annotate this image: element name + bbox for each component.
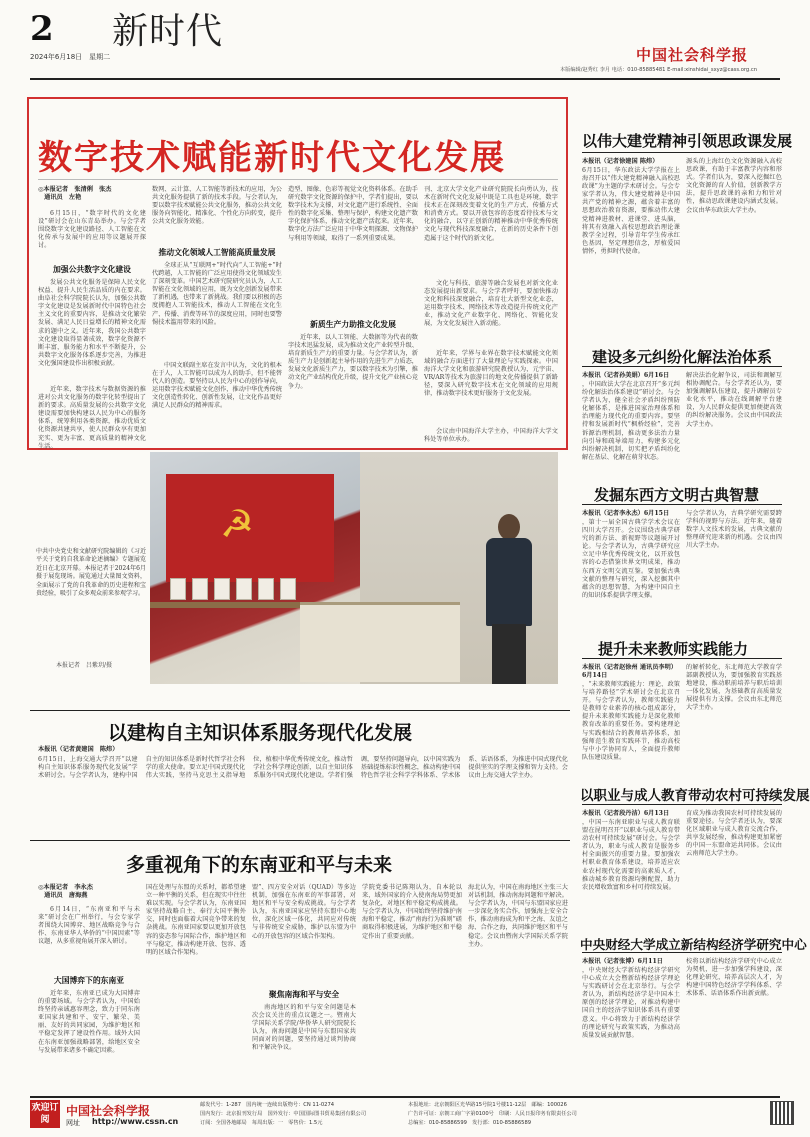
footer-logo: 中国社会科学报	[66, 1104, 151, 1118]
article-byline: ◎本报记者 李永杰 通讯员 唐海燕	[38, 884, 93, 899]
footer-info: 本报地址：北京朝阳区光华路15号院1号楼11-12层 邮编：100026	[408, 1102, 567, 1108]
footer-info: 邮发代号：1-287 国内统一连续出版物号：CN 11-0274	[200, 1102, 335, 1108]
article-headline[interactable]: 发掘东西方文明古典智慧	[594, 486, 760, 504]
article-headline[interactable]: 以建构自主知识体系服务现代化发展	[108, 722, 413, 744]
article-headline[interactable]: 以伟大建党精神引领思政课发展	[582, 132, 793, 150]
lead-subheading: 加强公共数字文化建设	[53, 265, 131, 274]
article-body: 的解析转化，东北师范大学教育学部副教授认为，要加强教育实践基地建设，推动职前培养与职后培训一体化发展，为基础教育高质量发展提供有力支撑。会议由东北师范大学主办。	[686, 664, 782, 712]
lead-paragraph: 数网、云计算、人工智能等新技术的应用，为公共文化服务提供了新的技术手段。与会者认为，要以数字技术赋能公共文化服务，推动公共文化服务向智能化、精准化、个性化方向转变，提升公共文化服务效能。	[152, 186, 282, 226]
lead-paragraph: 6月15日，“数字时代的文化建设”研讨会在山东青岛举办。与会学者围绕数字文化建设路径、人工智能在文化传承与发展中的应用等议题展开探讨。	[38, 210, 146, 250]
article-body: 海北认为，中国在南海地区主张三大对话机制，推动南海问题和平解决。与会学者认为，中国与东盟国家应进一步深化务实合作，加强海上安全合作，推动南海成为和平之海、友谊之海、合作之海，共同维护地区和平与稳定。会议由暨南大学国际关系学院主办。	[468, 884, 568, 948]
article-body: 源头的上海红色文化资源融入高校思政课，有助于丰富教学内容和形式。学者们认为，要深入挖掘红色文化资源的育人价值，创新教学方法，提升思政课的亲和力和针对性，推动思政课建设内涵式发展。会议由华东政法大学主办。	[686, 158, 782, 214]
section-rule	[30, 710, 570, 711]
footer-site-label: 网址	[66, 1119, 80, 1127]
paper-logo: 中国社会科学报	[636, 46, 749, 64]
emblem-icon: ☭	[220, 502, 255, 546]
article-body: ，“未来教师实践能力：理论、政策与培养路径”学术研讨会在北京召开。与会学者认为，教师实践能力是教师专业素养的核心组成部分，提升未来教师实践能力是深化教师教育改革的重要任务。要构建理论与实践相结合的教师培养体系，加强师范生教育实践环节，推动高校与中小学协同育人，全面提升教师队伍建设质量。	[582, 681, 680, 761]
qr-code-icon	[770, 1101, 794, 1125]
lead-paragraph: 近年来，以人工智能、大数据等为代表的数字技术迅猛发展，成为推动文化产业转型升级、培育新质生产力的重要力量。与会学者认为，新质生产力是创新起主导作用的先进生产力质态，发展文化新质生产力，要以数字技术为引擎，推动文化产业结构优化升级，提升文化产业核心竞争力。	[288, 334, 418, 390]
lead-subheading: 推动文化领域人工智能高质量发展	[158, 248, 276, 257]
article-subheading: 大国博弈下的东南亚	[53, 976, 125, 985]
lead-divider	[38, 179, 558, 180]
article-headline[interactable]: 建设多元纠纷化解法治体系	[592, 348, 773, 366]
masthead-rule	[30, 78, 780, 80]
footer-info: 广告许可证：京朝工商广字第0100号 印刷：人民日报印务有限责任公司	[408, 1111, 577, 1117]
section-rule	[582, 804, 782, 805]
lead-subheading: 新质生产力助推文化发展	[310, 320, 396, 329]
party-emblem-board	[166, 474, 334, 582]
article-headline[interactable]: 中央财经大学成立新结构经济学研究中心	[580, 937, 807, 952]
book-display	[258, 578, 274, 600]
subscribe-badge[interactable]: 欢迎订阅	[30, 1100, 60, 1128]
article-body: 盟”、四方安全对话（QUAD）等多边机制，加强在东南亚的军事部署，对地区和平与安全构成挑战。与会学者认为，东南亚国家应坚持东盟中心地位，深化区域一体化，共同应对传统与非传统安全威胁，维护以东盟为中心的开放包容的区域合作架构。	[252, 884, 356, 940]
section-rule	[582, 366, 782, 367]
lead-paragraph: 中国文联副主席在发言中认为，文化的根本在于人，人工智能可以成为人的助手，但不能替代人的创造。要坚持以人民为中心的创作导向，运用数字技术赋能文化创作，推动中华优秀传统文化创造性转化、创新性发展，让文化作品更好满足人民群众的精神需求。	[152, 362, 282, 410]
lead-paragraph: 文化与科技、旅游等融合发展也对新文化业态发展提出新要求。与会学者呼吁，要加快推动文化和科技深度融合，培育壮大新型文化业态，运用数字技术、网络技术等改造提升传统文化产业，推动文化产业数字化、网络化、智能化发展，为文化发展注入新动能。	[424, 280, 558, 328]
photo-caption: 中共中央党史和文献研究院编辑的《习近平关于党的自我革命论述摘编》专题展览近日在北京开幕。本报记者于2024年6月摄于展览现场。展览通过大量图文资料，全面展示了党的自我革命的历史进程和宝贵经验，吸引了众多观众前来参观学习。	[36, 548, 146, 598]
article-body: 育成为推动我国农村可持续发展的重要途径。与会学者还认为，要深化区域职业与成人教育交流合作，共享发展经验，推动构建更加紧密的中国一东盟命运共同体。会议由云南师范大学主办。	[686, 810, 782, 858]
lead-paragraph: 刊、北京大学文化产业研究院院长向勇认为，技术在新时代文化发展中既是工具也是环境，数字技术正在深刻改变着文化的生产方式、传播方式和消费方式。要以开放包容的态度看待技术与文化的融合，以守正创新的精神推动中华优秀传统文化与现代科技深度融合，在新的历史条件下创造属于这个时代的新文化。	[424, 186, 558, 242]
lead-paragraph: 发展公共文化服务是保障人民文化权益、提升人民生活品质的内在要求。曲阜社会科学院院长认为，加强公共数字文化建设是发展新时代中国特色社会主义文化的重要内容，是推动文化繁荣发展、满足人民日益增长的精神文化需求的题中之义。近年来，我国公共数字文化建设取得显著成效，数字化资源不断丰富，服务能力和水平不断提升，公共数字文化服务体系逐步完善，为推进文化强国建设作出积极贡献。	[38, 279, 146, 367]
article-body: 学院党委书记陈翔认为，自本轮以来，域外国家的介入使南海局势更加复杂化，对地区和平稳定构成挑战。与会学者认为，中国始终坚持维护南海和平稳定，推动“南海行为准则”磋商取得积极进展，为维护地区和平稳定作出了重要贡献。	[362, 884, 462, 940]
page-number: 2	[30, 9, 54, 49]
article-body: ，中国一东南亚职业与成人教育联盟在昆明召开“以职业与成人教育带动农村可持续发展”研讨会。与会学者认为，职业与成人教育是服务乡村全面振兴的重要力量。要加强农村职业教育体系建设，培养适应农业农村现代化需要的高素质人才，推动城乡教育资源均衡配置，助力农民增收致富和乡村可持续发展。	[582, 819, 680, 891]
article-body: 6月15日，华东政法大学学报在上海召开以“伟大建党精神融入高校思政课”为主题的学术研讨会。与会专家学者认为，伟大建党精神是中国共产党的精神之源，蕴含着丰富的思想政治教育资源，要推动伟大建党精神进教材、进课堂、进头脑，将其有效融入高校思想政治理论课教学全过程，引导青年学生传承红色基因，坚定理想信念，厚植爱国情怀，勇担时代使命。	[582, 167, 680, 255]
article-body: 与会学者认为，古典学研究需要跨学科的视野与方法。近年来，随着数字人文技术的发展，古典文献的整理研究迎来新的机遇。会议由四川大学主办。	[686, 510, 782, 550]
article-body: ，中央财经大学新结构经济学研究中心成立大会暨新结构经济学理论与实践研讨会在北京举行。与会学者认为，新结构经济学是中国本土原创的经济学理论，对推动构建中国自主的经济学知识体系具有重要意义。中心将致力于新结构经济学的理论研究与政策实践，为推动高质量发展贡献智慧。	[582, 967, 680, 1039]
article-headline[interactable]: 多重视角下的东南亚和平与未来	[126, 854, 393, 876]
footer-website-link[interactable]: http://www.cssn.cn	[92, 1117, 179, 1126]
article-body: 解决法治化解争议，司法和调解互相协调配合。与会学者还认为，要加强调解队伍建设，提升调解员专业化水平，推动在线调解平台建设，为人民群众提供更加便捷高效的纠纷解决服务。会议由中国政法大学主办。	[686, 372, 782, 428]
article-body: ，中国政法大学在北京召开“多元纠纷化解法治体系建设”研讨会。与会学者认为，健全社会矛盾纠纷预防化解体系，是推进国家治理体系和治理能力现代化的重要内容。要坚持和发展新时代“枫桥经验”，完善诉源治理机制，推动更多法治力量向引导和疏导端用力，构建多元化纠纷解决机制，切实把矛盾纠纷化解在基层、化解在萌芽状态。	[582, 381, 680, 461]
section-title: 新时代	[112, 11, 224, 52]
article-byline: 本报讯（记者孙美娟）6月16日	[582, 372, 670, 379]
article-byline: 本报讯（记者李永杰）6月15日	[582, 510, 670, 517]
section-rule	[30, 840, 570, 841]
article-body: 6月14日，“东南亚和平与未来”研讨会在广州举行，与会专家学者围绕大国博弈、地区战略竞争与合作、东南亚华人华侨的“中国因素”等议题，从多重视角展开深入研讨。	[38, 906, 140, 946]
article-body: 国在处理与东盟的关系时，都希望建立一种平衡的关系，但在现实中往往难以实现。与会学者认为，东南亚国家坚持战略自主、奉行大国平衡外交，同时也面临着大国竞争带来的复杂挑战。东南亚国家要以更加开放包容的姿态参与国际合作，维护地区和平与稳定，推动构建开放、包容、透明的区域合作架构。	[146, 884, 246, 956]
article-body: 近年来，东南亚已成为大国博弈的重要场域。与会学者认为，中国始终坚持亲诚惠容理念，致力于同东南亚国家共建和平、安宁、繁荣、美丽、友好的共同家园，为维护地区和平稳定发挥了建设性作用。域外大国在东南亚加强战略部署，给地区安全与发展带来诸多不确定因素。	[38, 990, 140, 1054]
article-byline: 本报讯（记者黄建国 陈炜）	[38, 746, 119, 753]
article-headline[interactable]: 以职业与成人教育带动农村可持续发展	[580, 788, 810, 804]
book-display	[280, 578, 296, 600]
footer-info: 总编室：010-85886599 发行部：010-85886589	[408, 1120, 532, 1126]
display-table	[300, 602, 460, 682]
article-body: 校将以新结构经济学研究中心成立为契机，进一步加强学科建设，深化理论研究，培养高层次人才，为构建中国特色经济学学科体系、学术体系、话语体系作出新贡献。	[686, 958, 782, 998]
book-display	[236, 578, 252, 600]
visitor-figure	[480, 514, 538, 684]
photo-credit: 本报记者 吕紫玥/摄	[56, 662, 113, 669]
lead-headline[interactable]: 数字技术赋能新时代文化发展	[38, 138, 506, 178]
book-display	[170, 578, 186, 600]
lead-paragraph: 近年来，学界与业界在数字技术赋能文化领域的融合方面进行了大量理论与实践探索。中国海洋大学文化和旅游研究院教授认为，元宇宙、VR/AR等技术为旅游目的地文化传播提供了新路径，要深入研究数字技术在文化领域的应用规律，推动数字技术更好服务于文化发展。	[424, 350, 558, 398]
section-rule	[582, 658, 782, 659]
footer-info: 国内发行：北京报刊发行局 国外发行：中国国际图书贸易集团有限公司	[200, 1111, 367, 1117]
article-body: 6月15日，上海交通大学召开“以建构自主知识体系服务现代化发展”学术研讨会。与会学者认为，建构中国自主的知识体系是新时代哲学社会科学的重大使命。要立足中国式现代化伟大实践，坚持马克思主义指导地位，植根中华优秀传统文化，推动哲学社会科学理论创新，以自主知识体系服务中国式现代化建设。学者们强调，要坚持问题导向，以中国实践为基础提炼标识性概念，推动构建中国特色哲学社会科学学科体系、学术体系、话语体系，为推进中国式现代化提供坚实的学理支撑和智力支持。会议由上海交通大学主办。	[38, 756, 568, 780]
section-rule	[582, 152, 782, 153]
article-byline: 本报讯（记者徐建国 陈炜）	[582, 158, 659, 165]
lead-paragraph: 近年来，数字技术与数据资源的推进对公共文化服务的数字化转型提出了新的要求。高质量发展的公共数字文化建设需要加快构建以人民为中心的服务体系，统筹利用各类资源，推动优质文化资源共建共享，使人民群众享有更加充实、更为丰富、更高质量的精神文化生活。	[38, 386, 146, 450]
article-byline: 本报讯（记者张博）6月11日	[582, 958, 663, 965]
article-body: 南海地区的和平与安全问题是本次会议关注的重点议题之一。暨南大学国际关系学院/华侨华人研究院院长认为，南海问题是中国与东盟国家共同面对的问题，要坚持通过谈判协商和平解决争议。	[252, 1004, 356, 1052]
article-byline: 本报讯（记者赵徐州 通讯员李明）6月14日	[582, 664, 677, 679]
editor-info: 本版编辑/赵秀红 李月 电话：010-85885481 E-mail:xinshidai_sxyz@cass.org.cn	[560, 67, 758, 73]
footer-info: 订阅：全国各地邮局 每周出版：一 零售价：1.5元	[200, 1120, 323, 1126]
issue-date: 2024年6月18日 星期二	[30, 53, 111, 61]
article-headline[interactable]: 提升未来教师实践能力	[598, 640, 749, 658]
book-display	[214, 578, 230, 600]
article-body: ，第十一届全国古典学学术会议在四川大学召开。会议围绕古典学研究的新方法、新视野等议题展开讨论。与会学者认为，古典学研究应立足中华优秀传统文化，以开放包容的心态借鉴世界文明成果，推动东西方文明交流互鉴。要加强古典文献的整理与研究，深入挖掘其中蕴含的思想智慧，为构建中国自主的知识体系提供学理支撑。	[582, 519, 680, 599]
lead-paragraph: 全球正从“互联网+”时代向“人工智能+”时代跨越，人工智能的广泛应用使得文化领域发生了深刻变革。中国艺术研究院研究员认为，人工智能在文化领域的应用，既为文化创新发展带来了新机遇，也带来了新挑战。我们要以积极的态度拥抱人工智能技术，推动人工智能在文化生产、传播、消费等环节的深度应用，同时也要警惕技术滥用带来的风险。	[152, 262, 282, 326]
article-subheading: 聚焦南海和平与安全	[268, 990, 340, 999]
article-byline: 本报讯（记者段丹洁）6月13日	[582, 810, 670, 817]
lead-paragraph: 造型、图像、色彩等视觉文化资料体系。在助手研究数字文化资源的保护中，学者们提出，要以数字技术为支撑，对文化遗产进行系统性、全面性的数字化采集、整理与保护，构建文化遗产数字化保护体系，推动文化遗产活起来。近年来，数字化方法广泛应用于中华文明探源、文物保护与利用等领域，取得了一系列重要成果。	[288, 186, 418, 242]
section-rule	[582, 504, 782, 505]
lead-byline: ◎本报记者 张清俐 张杰 通讯员 左艳	[38, 186, 112, 201]
lead-paragraph: 会议由中国海洋大学主办，中国海洋大学文科处等单位承办。	[424, 428, 558, 444]
section-rule	[582, 952, 782, 953]
book-display	[192, 578, 208, 600]
exhibition-photo	[150, 452, 558, 684]
